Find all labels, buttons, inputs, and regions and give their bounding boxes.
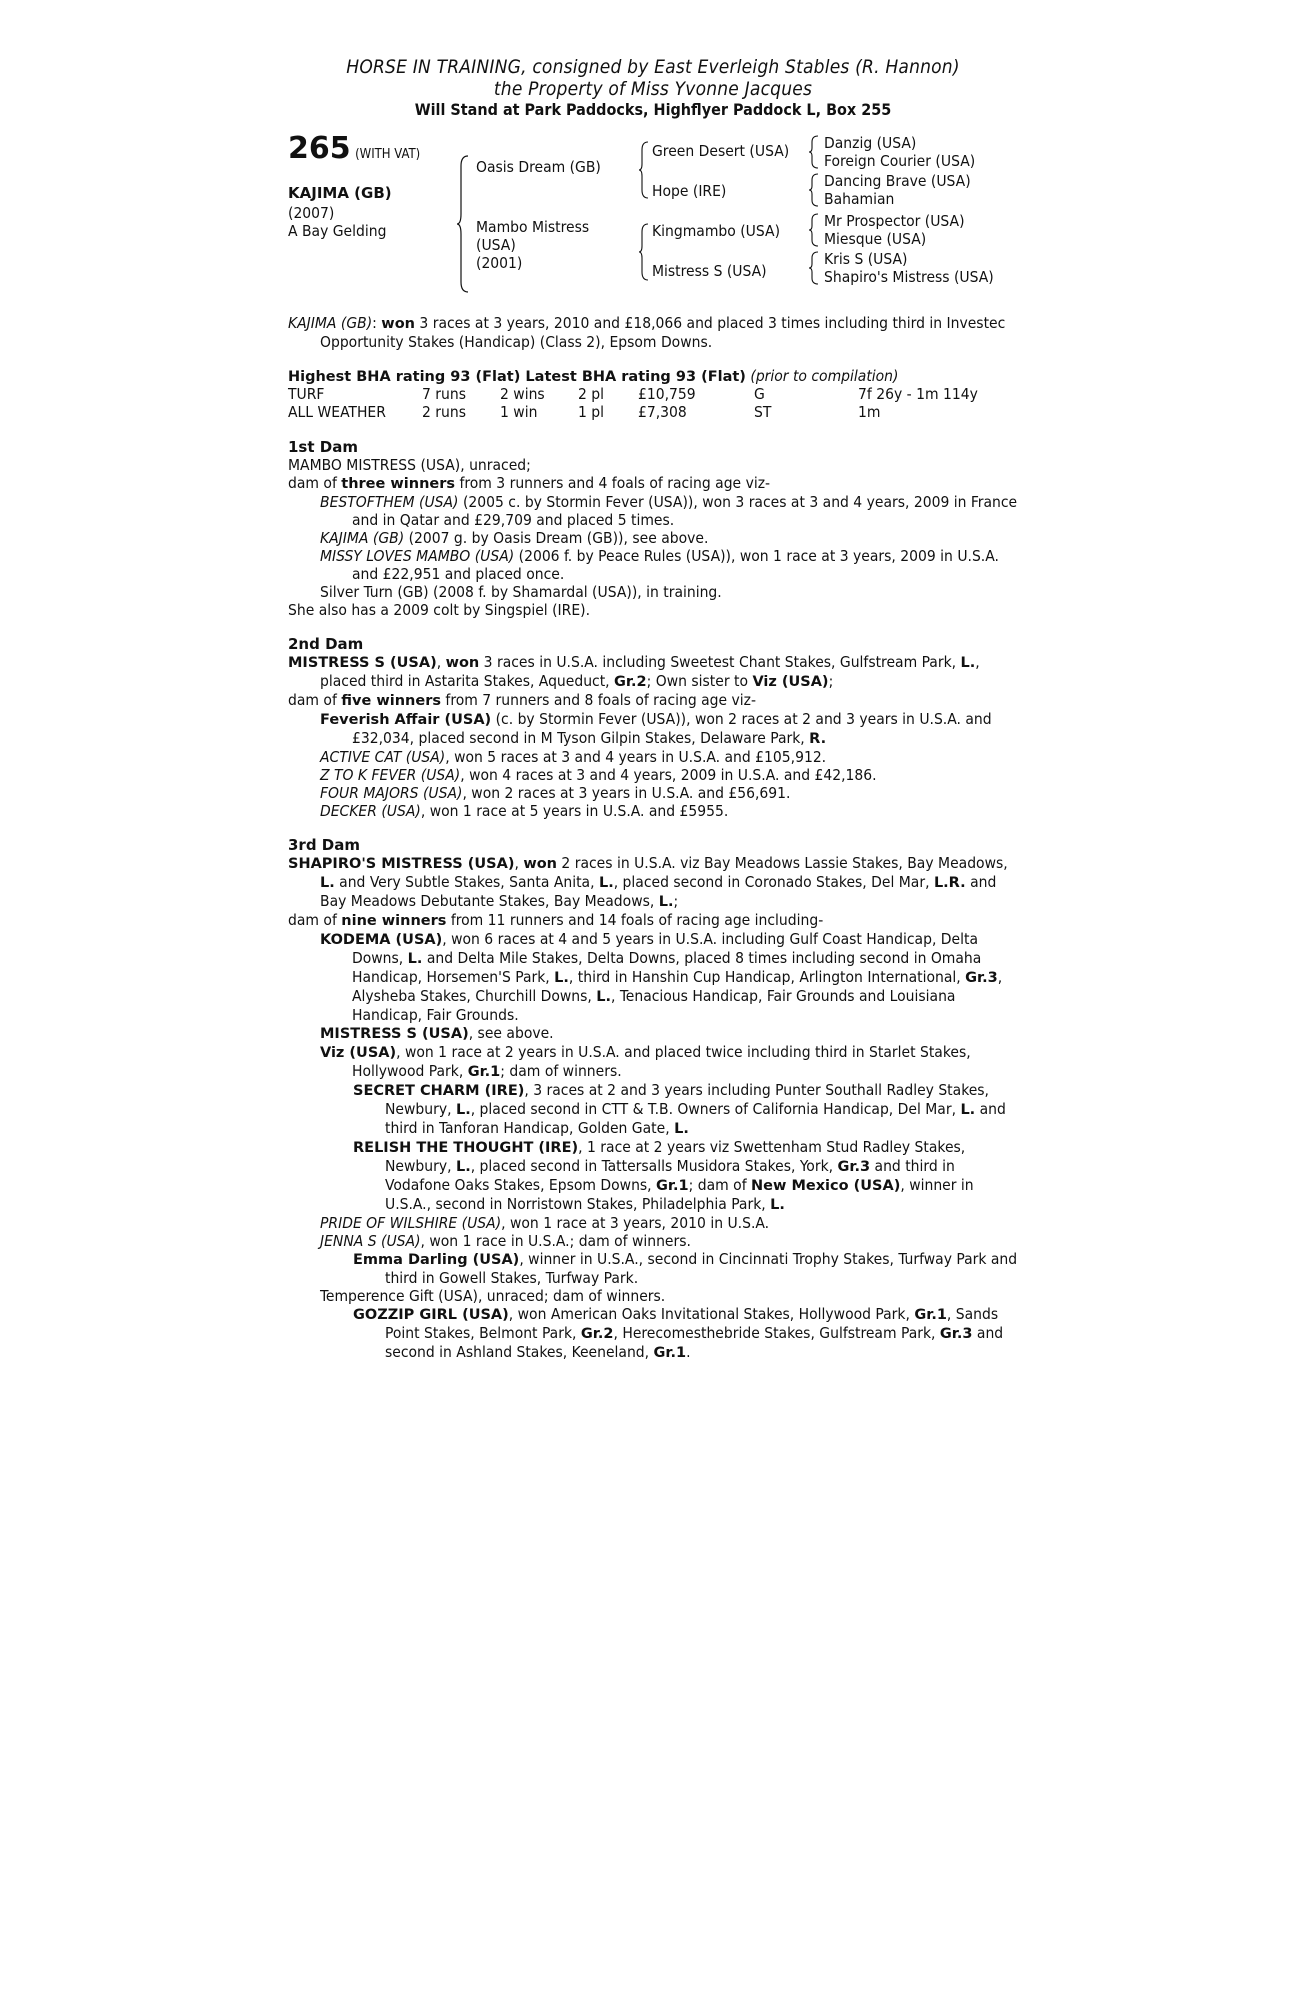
dam-name: SHAPIRO'S MISTRESS (USA) bbox=[288, 856, 515, 872]
progeny-name: SECRET CHARM (IRE) bbox=[353, 1083, 525, 1099]
progeny-name: BESTOFTHEM (USA) bbox=[320, 493, 459, 511]
grade: L.R. bbox=[933, 875, 966, 891]
text-run: from 3 runners and 4 foals of racing age viz- bbox=[455, 474, 771, 492]
progeny-name: Feverish Affair (USA) bbox=[320, 712, 492, 728]
header-line-owner: the Property of Miss Yvonne Jacques bbox=[493, 78, 813, 100]
progeny-text: , won 2 races at 3 years in U.S.A. and £56,691. bbox=[462, 784, 791, 802]
gen3-dds: Kris S (USA) bbox=[824, 250, 908, 268]
dam-line3: (2001) bbox=[476, 254, 523, 272]
progeny-text: , won 4 races at 3 and 4 years, 2009 in U.S.A. and £42,186. bbox=[460, 766, 877, 784]
text-run: ; Own sister to bbox=[646, 672, 753, 690]
progeny-entry: Temperence Gift (USA), unraced; dam of winners. bbox=[320, 1287, 666, 1305]
grade: Gr.3 bbox=[939, 1326, 973, 1342]
horse-name: KAJIMA (GB) bbox=[288, 184, 392, 202]
progeny-text: , Herecomesthebride Stakes, Gulfstream Park, bbox=[613, 1324, 940, 1342]
progeny-name: Viz (USA) bbox=[320, 1045, 397, 1061]
sire-sire: Green Desert (USA) bbox=[652, 142, 790, 160]
progeny-entry bbox=[288, 547, 1018, 583]
progeny-name: RELISH THE THOUGHT (IRE) bbox=[353, 1140, 579, 1156]
turf-prize: £10,759 bbox=[638, 385, 696, 403]
summary-horse-name: KAJIMA (GB) bbox=[288, 314, 373, 332]
grade: L. bbox=[770, 1197, 785, 1213]
progeny-name: New Mexico (USA) bbox=[751, 1178, 901, 1194]
progeny-text: , 1 race at 2 years viz Swettenham Stud Radley Stakes, Newbury, bbox=[385, 1138, 966, 1175]
ratings-heading: Highest BHA rating 93 (Flat) Latest BHA rating 93 (Flat) bbox=[288, 369, 746, 385]
progeny-entry bbox=[288, 930, 1018, 1024]
grade: Gr.3 bbox=[837, 1159, 871, 1175]
progeny-text: , winner in U.S.A., second in Cincinnati Trophy Stakes, Turfway Park and third in Gowell Stakes, Turfway Park. bbox=[385, 1250, 1018, 1287]
progeny-text: , won 6 races at 4 and 5 years in U.S.A. including Gulf Coast Handicap, Delta Downs, bbox=[352, 930, 979, 967]
gen3-dss: Mr Prospector (USA) bbox=[824, 212, 965, 230]
text-run: and Bay Meadows Debutante Stakes, Bay Meadows, bbox=[320, 873, 997, 910]
progeny-name: MISSY LOVES MAMBO (USA) bbox=[320, 547, 515, 565]
progeny-text: , won 5 races at 3 and 4 years in U.S.A. and £105,912. bbox=[445, 748, 827, 766]
progeny-name: KAJIMA (GB) bbox=[320, 529, 405, 547]
first-dam-produce-line bbox=[288, 474, 1018, 493]
winners-count: five winners bbox=[341, 693, 441, 709]
ratings-heading-row bbox=[288, 367, 1018, 386]
first-dam-note: She also has a 2009 colt by Singspiel (IRE). bbox=[288, 601, 591, 619]
progeny-entry bbox=[288, 710, 1018, 748]
turf-distance: 7f 26y - 1m 114y bbox=[858, 385, 978, 403]
progeny-text: . bbox=[686, 1343, 691, 1361]
third-dam-heading: 3rd Dam bbox=[288, 836, 360, 854]
pedigree-block bbox=[288, 131, 1018, 304]
progeny-entry bbox=[288, 1024, 1018, 1043]
progeny-text: (2007 g. by Oasis Dream (GB)), see above. bbox=[404, 529, 709, 547]
turf-runs: 7 runs bbox=[422, 385, 466, 403]
progeny-text: , winner in U.S.A., second in Norristown Stakes, Philadelphia Park, bbox=[385, 1176, 974, 1213]
gen3-dsd: Miesque (USA) bbox=[824, 230, 927, 248]
aw-wins: 1 win bbox=[500, 403, 538, 421]
second-dam-heading: 2nd Dam bbox=[288, 635, 364, 653]
turf-wins: 2 wins bbox=[500, 385, 545, 403]
sibling-name: Viz (USA) bbox=[752, 674, 829, 690]
dam-brace-icon bbox=[638, 222, 650, 282]
text-run: , placed third in Astarita Stakes, Aqueduct, bbox=[320, 653, 980, 690]
grade: L. bbox=[674, 1121, 689, 1137]
dam-sire: Kingmambo (USA) bbox=[652, 222, 781, 240]
gen3-ssd: Foreign Courier (USA) bbox=[824, 152, 976, 170]
text-run: 3 races in U.S.A. including Sweetest Chant Stakes, Gulfstream Park, bbox=[479, 653, 961, 671]
progeny-entry bbox=[288, 1250, 1018, 1287]
gen3-sss: Danzig (USA) bbox=[824, 134, 917, 152]
progeny-text: and third in Vodafone Oaks Stakes, Epsom Downs, bbox=[385, 1157, 955, 1194]
first-dam-heading: 1st Dam bbox=[288, 438, 358, 456]
text-run: from 7 runners and 8 foals of racing age viz- bbox=[441, 691, 757, 709]
gen3-brace-4-icon bbox=[808, 250, 820, 286]
progeny-name: Emma Darling (USA) bbox=[353, 1252, 520, 1268]
progeny-text: , Alysheba Stakes, Churchill Downs, bbox=[352, 968, 1003, 1005]
gen3-brace-2-icon bbox=[808, 172, 820, 208]
grade: L. bbox=[455, 1159, 471, 1175]
progeny-text: , see above. bbox=[468, 1024, 554, 1042]
winners-count: nine winners bbox=[341, 913, 447, 929]
progeny-entry bbox=[288, 802, 1018, 820]
gen3-brace-1-icon bbox=[808, 134, 820, 170]
text-bold: won bbox=[523, 856, 557, 872]
grade: L. bbox=[455, 1102, 471, 1118]
aw-prize: £7,308 bbox=[638, 403, 687, 421]
text-run: , bbox=[514, 854, 524, 872]
lot-number: 265 bbox=[288, 131, 351, 166]
progeny-entry bbox=[288, 784, 1018, 802]
text-run: dam of bbox=[288, 474, 342, 492]
progeny-name: Z TO K FEVER (USA) bbox=[320, 766, 461, 784]
text-run: , placed second in Coronado Stakes, Del Mar, bbox=[613, 873, 934, 891]
aw-distance: 1m bbox=[858, 403, 881, 421]
progeny-text: , Sands Point Stakes, Belmont Park, bbox=[385, 1305, 999, 1342]
progeny-name: PRIDE OF WILSHIRE (USA) bbox=[320, 1214, 502, 1232]
aw-placed: 1 pl bbox=[578, 403, 605, 421]
grade: Gr.2 bbox=[580, 1326, 614, 1342]
summary-won: won bbox=[381, 316, 415, 332]
progeny-entry bbox=[288, 748, 1018, 766]
progeny-text: , placed second in Tattersalls Musidora Stakes, York, bbox=[470, 1157, 838, 1175]
grade: Gr.1 bbox=[653, 1345, 687, 1361]
progeny-text: (c. by Stormin Fever (USA)), won 2 races at 2 and 3 years in U.S.A. and £32,034, placed second in M Tyson Gilpin Stakes, Delaware Park, bbox=[352, 710, 992, 747]
grade: L. bbox=[960, 1102, 976, 1118]
progeny-entry bbox=[288, 1081, 1018, 1138]
aw-surface: ALL WEATHER bbox=[288, 403, 386, 421]
winners-count: three winners bbox=[341, 476, 456, 492]
grade: Gr.3 bbox=[965, 970, 998, 986]
aw-runs: 2 runs bbox=[422, 403, 466, 421]
text-run: , bbox=[436, 653, 446, 671]
progeny-name: JENNA S (USA) bbox=[320, 1232, 421, 1250]
progeny-text: (2006 f. by Peace Rules (USA)), won 1 race at 3 years, 2009 in U.S.A. and £22,951 and placed once. bbox=[352, 547, 999, 583]
sire-dam: Hope (IRE) bbox=[652, 182, 727, 200]
gen3-ddd: Shapiro's Mistress (USA) bbox=[824, 268, 994, 286]
progeny-text: , 3 races at 2 and 3 years including Punter Southall Radley Stakes, Newbury, bbox=[385, 1081, 989, 1118]
lot-number-row bbox=[288, 131, 421, 166]
progeny-name: MISTRESS S (USA) bbox=[320, 1026, 469, 1042]
grade: Gr.1 bbox=[467, 1064, 501, 1080]
progeny-entry bbox=[288, 766, 1018, 784]
progeny-entry bbox=[288, 1305, 1018, 1362]
progeny-text: , won American Oaks Invitational Stakes, Hollywood Park, bbox=[508, 1305, 915, 1323]
third-dam-intro bbox=[288, 854, 1018, 911]
grade: L. bbox=[598, 875, 614, 891]
progeny-entry bbox=[288, 493, 1018, 529]
text-bold: won bbox=[445, 655, 480, 671]
catalogue-page bbox=[288, 56, 1018, 1362]
sire: Oasis Dream (GB) bbox=[476, 158, 601, 176]
grade: Gr.2 bbox=[614, 674, 647, 690]
text-run: 2 races in U.S.A. viz Bay Meadows Lassie Stakes, Bay Meadows, bbox=[557, 854, 1008, 872]
progeny-entry bbox=[288, 1043, 1018, 1081]
grade: L. bbox=[320, 875, 335, 891]
gen3-brace-3-icon bbox=[808, 212, 820, 248]
grade: L. bbox=[658, 894, 674, 910]
progeny-entry bbox=[288, 1214, 1018, 1232]
progeny-name: DECKER (USA) bbox=[320, 802, 421, 820]
progeny-text: and second in Ashland Stakes, Keeneland, bbox=[385, 1324, 1004, 1361]
second-dam-produce-line bbox=[288, 691, 1018, 710]
third-dam-produce-line bbox=[288, 911, 1018, 930]
progeny-text: , won 1 race at 3 years, 2010 in U.S.A. bbox=[501, 1214, 770, 1232]
sire-brace-icon bbox=[638, 140, 650, 200]
grade: Gr.1 bbox=[914, 1307, 947, 1323]
progeny-text: , Tenacious Handicap, Fair Grounds and Louisiana Handicap, Fair Grounds. bbox=[352, 987, 956, 1024]
progeny-text: , won 1 race at 5 years in U.S.A. and £5955. bbox=[420, 802, 729, 820]
grade: L. bbox=[407, 951, 423, 967]
progeny-name: FOUR MAJORS (USA) bbox=[320, 784, 463, 802]
grade: L. bbox=[960, 655, 976, 671]
progeny-text: and third in Tanforan Handicap, Golden Gate, bbox=[385, 1100, 1006, 1137]
text-run: ; bbox=[673, 892, 679, 910]
vat-label: (WITH VAT) bbox=[355, 147, 421, 162]
progeny-name: KODEMA (USA) bbox=[320, 932, 443, 948]
text-run: ; bbox=[828, 672, 834, 690]
ratings-note: (prior to compilation) bbox=[750, 367, 899, 385]
turf-surface: TURF bbox=[288, 385, 325, 403]
second-dam-intro bbox=[288, 653, 1018, 691]
gen3-sds: Dancing Brave (USA) bbox=[824, 172, 971, 190]
progeny-entry bbox=[288, 1232, 1018, 1250]
dam-dam: Mistress S (USA) bbox=[652, 262, 767, 280]
first-dam-intro: MAMBO MISTRESS (USA), unraced; bbox=[288, 456, 531, 474]
progeny-entry: Silver Turn (GB) (2008 f. by Shamardal (USA)), in training. bbox=[320, 583, 722, 601]
dam-name: MISTRESS S (USA) bbox=[288, 655, 437, 671]
grade: R. bbox=[809, 731, 827, 747]
grade: L. bbox=[554, 970, 569, 986]
horse-description: A Bay Gelding bbox=[288, 222, 387, 240]
race-summary: KAJIMA (GB): won 3 races at 3 years, 2010 and £18,066 and placed 3 times including third in Investec Opportunity Stakes (Handicap) (Class 2), Epsom Downs. bbox=[288, 314, 1006, 351]
progeny-text: and Delta Mile Stakes, Delta Downs, placed 8 times including second in Omaha Handicap, Horsemen'S Park, bbox=[352, 949, 982, 986]
dam-line2: (USA) bbox=[476, 236, 516, 254]
header-line-consignor: HORSE IN TRAINING, consigned by East Everleigh Stables (R. Hannon) bbox=[346, 56, 960, 78]
progeny-text: ; dam of winners. bbox=[500, 1062, 622, 1080]
text-run: dam of bbox=[288, 691, 342, 709]
gen3-sdd: Bahamian bbox=[824, 190, 895, 208]
text-run: from 11 runners and 14 foals of racing age including- bbox=[446, 911, 824, 929]
progeny-text: , placed second in CTT & T.B. Owners of California Handicap, Del Mar, bbox=[470, 1100, 961, 1118]
turf-going: G bbox=[754, 385, 765, 403]
dam-line1: Mambo Mistress bbox=[476, 218, 590, 236]
summary-text: 3 races at 3 years, 2010 and £18,066 and placed 3 times including third in Investec Opportunity Stakes (Handicap) (Class 2), Epsom Downs. bbox=[320, 314, 1006, 351]
progeny-text: , third in Hanshin Cup Handicap, Arlington International, bbox=[568, 968, 966, 986]
progeny-text: , won 1 race at 2 years in U.S.A. and placed twice including third in Starlet Stakes, Hollywood Park, bbox=[352, 1043, 971, 1080]
header-line-location: Will Stand at Park Paddocks, Highflyer Paddock L, Box 255 bbox=[414, 100, 892, 119]
progeny-name: GOZZIP GIRL (USA) bbox=[353, 1307, 509, 1323]
horse-year: (2007) bbox=[288, 204, 335, 222]
progeny-text: (2005 c. by Stormin Fever (USA)), won 3 races at 3 and 4 years, 2009 in France and in Qatar and £29,709 and placed 5 times. bbox=[352, 493, 1018, 529]
ratings-section bbox=[288, 367, 1018, 422]
turf-placed: 2 pl bbox=[578, 385, 605, 403]
progeny-entry bbox=[288, 1138, 1018, 1214]
progeny-name: ACTIVE CAT (USA) bbox=[320, 748, 446, 766]
text-run: and Very Subtle Stakes, Santa Anita, bbox=[334, 873, 599, 891]
main-brace-icon bbox=[456, 154, 470, 294]
aw-going: ST bbox=[754, 403, 772, 421]
progeny-text: , won 1 race in U.S.A.; dam of winners. bbox=[420, 1232, 691, 1250]
ratings-table bbox=[288, 386, 1018, 422]
progeny-entry bbox=[288, 529, 1018, 547]
grade: Gr.1 bbox=[656, 1178, 689, 1194]
grade: L. bbox=[596, 989, 612, 1005]
text-run: dam of bbox=[288, 911, 342, 929]
progeny-text: ; dam of bbox=[688, 1176, 752, 1194]
